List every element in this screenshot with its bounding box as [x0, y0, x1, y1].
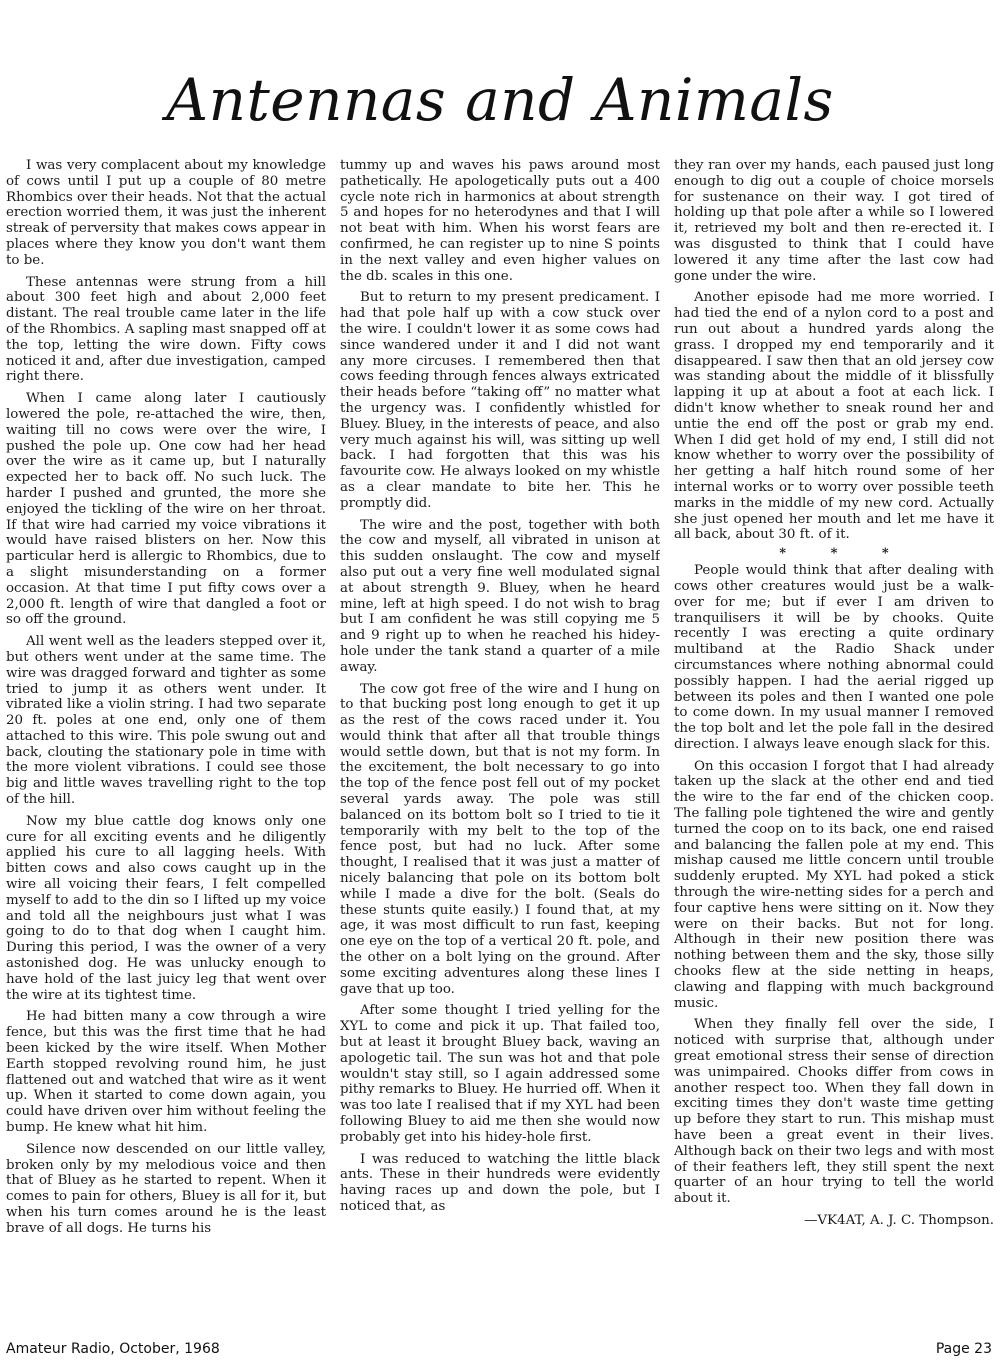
paragraph: All went well as the leaders stepped over it, but others went under at the same time. The wire was dragged forward and tighter as some tried to jump it as others went under. It vibrated like a violin string. I had two separate 20 ft. poles at one end, only one of them attached to this wire. This pole swung out and back, clouting the stationary pole in time with the more violent vibrations. I could see those big and little waves travelling right to the top of the hill.	[6, 634, 326, 808]
column-2	[340, 158, 660, 1323]
paragraph: The wire and the post, together with both the cow and myself, all vibrated in unison at this sudden onslaught. The cow and myself also put out a very fine well modulated signal at about strength 9. Bluey, when he heard mine, left at high speed. I do not wish to brag but I am confident he was still copying me 5 and 9 right up to when he reached his hidey-hole under the tank stand a quarter of a mile away.	[340, 517, 660, 675]
paragraph: These antennas were strung from a hill about 300 feet high and about 2,000 feet distant. The real trouble came later in the life of the Rhombics. A sapling mast snapped off at the top, letting the wire down. Fifty cows noticed it and, after due investigation, camped right there.	[6, 274, 326, 385]
paragraph: I was very complacent about my knowledge of cows until I put up a couple of 80 metre Rhombics over their heads. Not that the actual erection worried them, it was just the inherent streak of perversity that makes cows appear in places where they know you don't want them to be.	[6, 158, 326, 268]
paragraph: When I came along later I cautiously lowered the pole, re-attached the wire, then, waiting till no cows were over the wire, I pushed the pole up. One cow had her head over the wire as it came up, but I naturally expected her to back off. No such luck. The harder I pushed and grunted, the more she enjoyed the tickling of the wire on her throat. If that wire had carried my voice vibrations it would have raised blisters on her. Now this particular herd is allergic to Rhombics, due to a slight misunderstanding on a former occasion. At that time I put fifty cows over a 2,000 ft. length of wire that dangled a foot or so off the ground.	[6, 391, 326, 628]
paragraph: I was reduced to watching the little black ants. These in their hundreds were evidently having races up and down the pole, but I noticed that, as	[340, 1151, 660, 1214]
column-3	[674, 158, 994, 1323]
article-title: Antennas and Animals	[166, 66, 834, 134]
paragraph: The cow got free of the wire and I hung on to that bucking post long enough to get it up as the rest of the cows raced under it. You would think that after all that trouble things would settle down, but that is not my form. In the excitement, the bolt necessary to go into the top of the fence post fell out of my pocket several yards away. The pole was still balanced on its bottom bolt so I tried to tie it temporarily with my belt to the top of the fence post, but had no luck. After some thought, I realised that it was just a matter of nicely balancing that pole on its bottom bolt while I made a dive for the bolt. (Seals do these stunts quite easily.) I found that, at my age, it was most difficult to run fast, keeping one eye on the top of a vertical 20 ft. pole, and the other on a bolt lying on the ground. After some exciting adventures along these lines I gave that up too.	[340, 681, 660, 997]
publication-info: Amateur Radio, October, 1968	[6, 1341, 220, 1357]
author-signature: —VK4AT, A. J. C. Thompson.	[803, 1213, 994, 1228]
column-1	[6, 158, 326, 1323]
page-footer	[6, 1338, 992, 1360]
paragraph: tummy up and waves his paws around most pathetically. He apologetically puts out a 400 cycle note rich in harmonics at about strength 5 and hopes for no heterodynes and that I will not beat with him. When his worst fears are confirmed, he can register up to nine S points in the next valley and even higher values on the db. scales in this one.	[340, 158, 660, 284]
paragraph: After some thought I tried yelling for the XYL to come and pick it up. That failed too, but at least it brought Bluey back, waving an apologetic tail. The sun was hot and that pole wouldn't stay still, so I again addressed some pithy remarks to Bluey. He hurried off. When it was too late I realised that if my XYL had been following Bluey to aid me then she would now probably get into his hidey-hole first.	[340, 1003, 660, 1145]
paragraph: Another episode had me more worried. I had tied the end of a nylon cord to a post and run out about a hundred yards along the grass. I dropped my end temporarily and it disappeared. I saw then that an old jersey cow was standing about the middle of it blissfully lapping it up at about a foot at each lick. I didn't know whether to sneak round her and untie the end off the post or grab my end. When I did get hold of my end, I still did not know whether to worry over the possibility of her getting a half hitch round some of her internal works or to worry over possible teeth marks in the middle of my new cord. Actually she just opened her mouth and let me have it all back, about 30 ft. of it.	[674, 290, 994, 543]
section-separator: * * *	[779, 546, 889, 562]
paragraph: But to return to my present predicament. I had that pole half up with a cow stuck over the wire. I couldn't lower it as some cows had since wandered under it and I did not want any more circuses. I remembered then that cows feeding through fences always extricated their heads before “taking off” no matter what the urgency was. I confidently whistled for Bluey. Bluey, in the interests of peace, and also very much against his will, was sitting up well back. I had forgotten that this was his favourite cow. He always looked on my whistle as a clear mandate to bite her. This he promptly did.	[340, 290, 660, 511]
page-number: Page 23	[935, 1341, 992, 1357]
paragraph: He had bitten many a cow through a wire fence, but this was the first time that he had been kicked by the wire itself. When Mother Earth stopped revolving round him, he just flattened out and watched that wire as it went up. When it started to come down again, you could have driven over him without feeling the bump. He knew what hit him.	[6, 1009, 326, 1136]
paragraph: Now my blue cattle dog knows only one cure for all exciting events and he diligently applied his cure to all lagging heels. With bitten cows and also cows caught up in the wire all voicing their fears, I felt compelled myself to add to the din so I lifted up my voice and told all the neighbours just what I was going to do to that dog when I caught him. During this period, I was the owner of a very astonished dog. He was unlucky enough to have hold of the last juicy leg that went over the wire at its tightest time.	[6, 813, 326, 1003]
paragraph: People would think that after dealing with cows other creatures would just be a walk-over for me; but if ever I am driven to tranquilisers it will be by chooks. Quite recently I was erecting a quite ordinary multiband at the Radio Shack under circumstances where nothing abnormal could possibly happen. I had the aerial rigged up between its poles and then I wanted one pole to come down. In my usual manner I removed the top bolt and let the pole fall in the desired direction. I always leave enough slack for this.	[674, 563, 994, 752]
paragraph: When they finally fell over the side, I noticed with surprise that, although under great emotional stress their sense of direction was unimpaired. Chooks differ from cows in another respect too. When they fall down in exciting times they don't waste time getting up before they start to run. This mishap must have been a great event in their lives. Although back on their two legs and with most of their feathers left, they still spent the next quarter of an hour trying to tell the world about it.	[674, 1017, 994, 1207]
paragraph: Silence now descended on our little valley, broken only by my melodious voice and then that of Bluey as he started to repent. When it comes to pain for others, Bluey is all for it, but when his turn comes around he is the least brave of all dogs. He turns his	[6, 1141, 326, 1236]
paragraph: they ran over my hands, each paused just long enough to dig out a couple of choice morsels for sustenance on their way. I got tired of holding up that pole after a while so I lowered it, retrieved my bolt and then re-erected it. I was disgusted to think that I could have lowered it any time after the last cow had gone under the wire.	[674, 158, 994, 284]
article-body	[6, 158, 994, 1323]
paragraph: On this occasion I forgot that I had already taken up the slack at the other end and tied the wire to the far end of the chicken coop. The falling pole tightened the wire and gently turned the coop on to its back, one end raised and balancing the fallen pole at my end. This mishap caused me little concern until trouble suddenly erupted. My XYL had poked a stick through the wire-netting sides for a perch and four captive hens were sitting on it. Now they were on their backs. But not for long. Although in their new position there was nothing between them and the sky, those silly chooks flew at the side netting in heaps, clawing and flapping with much background music.	[674, 758, 994, 1011]
